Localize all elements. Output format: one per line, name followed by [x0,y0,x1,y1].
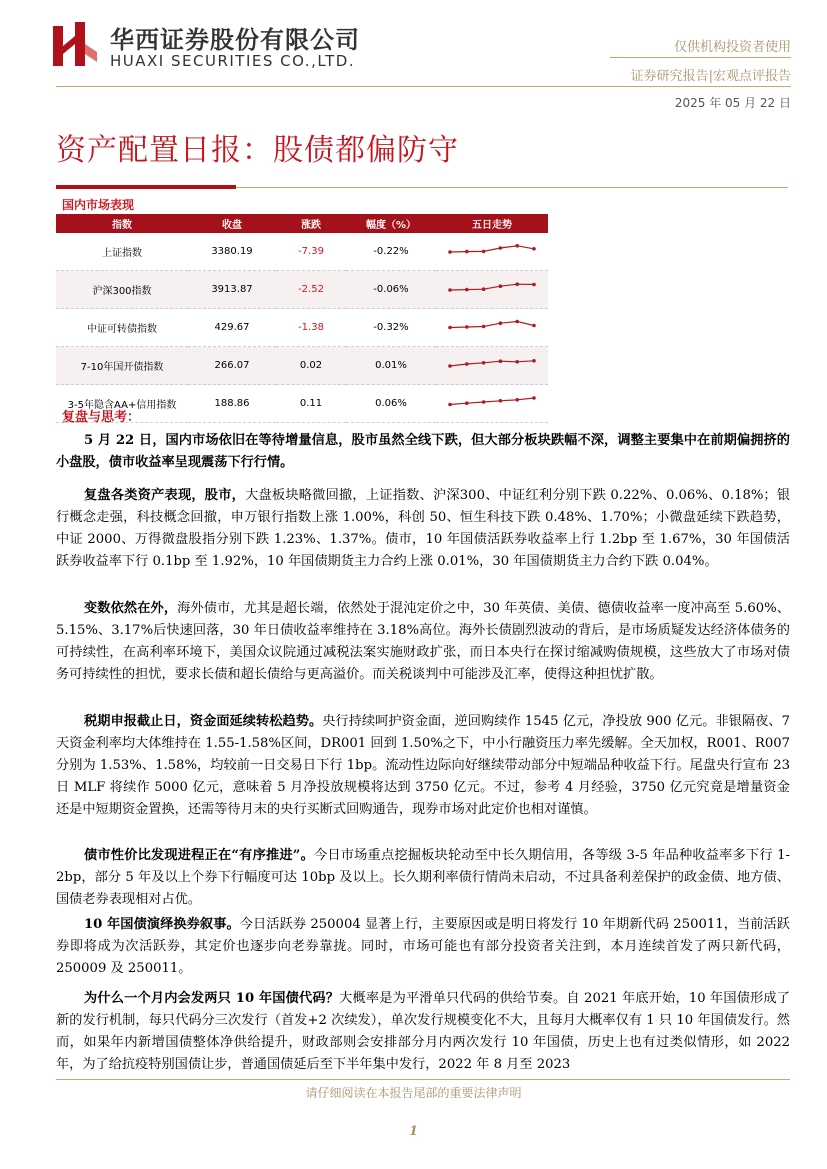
index-name: 沪深300指数 [56,271,188,309]
paragraph-text: 今日活跃券 250004 显著上行，主要原因或是明日将发行 10 年期新代码 250011，当前活跃券即将成为次活跃券，其定价也逐步向老券靠拢。同时，市场可能也有部分投资者关注到，本月连续首发了两只新代码，250009 及 250011。 [56,917,790,976]
paragraph-liquidity [56,711,790,821]
sparkline-point [465,325,469,329]
sparkline-point [532,283,536,287]
trend-cell [436,385,548,423]
sparkline-point [482,250,486,254]
sparkline-point [515,320,519,324]
sparkline-point [448,250,452,254]
paragraph-value-discovery [56,845,790,911]
sparkline-point [448,364,452,368]
sparkline-point [499,246,503,250]
index-pct: -0.32% [373,322,409,333]
sparkline-point [532,324,536,328]
paragraph-summary [56,430,790,474]
paragraph-lead: 税期申报截止日，资金面延续转松趋势。 [84,714,323,729]
index-close: 3913.87 [188,271,276,309]
sparkline [447,394,537,410]
index-change: -2.52 [276,271,346,309]
market-table [56,214,548,423]
sparkline-line [450,322,534,328]
index-pct: 0.06% [375,398,407,409]
sparkline-point [499,359,503,363]
index-close: 266.07 [188,347,276,385]
sparkline [447,242,537,258]
header-rule [56,86,791,87]
col-change: 涨跌 [276,214,346,233]
paragraph-overseas [56,598,790,686]
index-pct: -0.06% [346,271,436,309]
paragraph-lead: 变数依然在外， [84,601,178,616]
index-close: 188.86 [214,398,250,409]
sparkline-point [515,360,519,364]
sparkline-point [465,288,469,292]
paragraph-lead: 5 月 22 日，国内市场依旧在等待增量信息，股市虽然全线下跌，但大部分板块跌幅不深，调整主要集中在前期偏拥挤的小盘股，债市收益率呈现震荡下行行情。 [56,433,790,470]
sparkline-point [482,325,486,329]
sparkline-point [448,288,452,292]
sparkline-point [482,361,486,365]
sparkline-point [499,321,503,325]
sparkline [447,356,537,372]
page-title: 资产配置日报：股债都偏防守 [56,133,459,168]
col-pct: 幅度（%） [346,214,436,233]
index-name: 中证可转债指数 [87,324,157,335]
sparkline-point [465,362,469,366]
paragraph-issuance [56,988,790,1076]
trend-cell [436,309,548,347]
trend-cell [436,271,548,309]
sparkline [447,318,537,334]
index-close: 429.67 [214,322,250,333]
sparkline-point [515,282,519,286]
company-name-en: HUAXI SECURITIES CO.,LTD. [110,52,356,70]
footer-rule [56,1079,790,1080]
report-date: 2025 年 05 月 22 日 [674,96,791,110]
index-change: -7.39 [298,246,324,257]
sparkline [447,280,537,296]
paragraph-text: 大概率是为平滑单只代码的供给节奏。自 2021 年底开始，10 年国债形成了新的发行机制，每只代码分三次发行（首发+2 次续发），单次发行规模变化不大，且每月大概率仅有 1 只 10 年国债发行。然而，如果年内新增国债整体净供给提升，财政部则会安排部分月内两次发行 10 年国债，历史上也有过类似情形，如 2022 年，为了给抗疫特别国债让步，普通国债延后至下半年集中发行，2022 年 8 月至 2023 [56,991,790,1072]
sparkline-point [532,359,536,363]
trend-cell [436,347,548,385]
sparkline-line [450,246,534,252]
paragraph-text: 海外债市，尤其是超长端，依然处于混沌定价之中，30 年英债、美债、德债收益率一度冲高至 5.60%、5.15%、3.17%后快速回落，30 年日债收益率维持在 3.18%高位。海外长债剧烈波动的背后，是市场质疑发达经济体债务的可持续性，在高利率环境下，美国众议院通过减税法案实施财政扩张，而日本央行在探讨缩减购债规模，这些放大了市场对债务可持续性的担忧，要求长债和超长债给与更高溢价。而关税谈判中可能涉及汇率，使得这种担忧扩散。 [56,601,791,682]
col-index: 指数 [56,214,188,233]
col-trend: 五日走势 [436,214,548,233]
sparkline-line [450,361,534,366]
sparkline-point [465,401,469,405]
legal-disclaimer: 请仔细阅读在本报告尾部的重要法律声明 [305,1086,522,1100]
review-heading: 复盘与思考： [62,410,141,425]
sparkline-point [482,400,486,404]
paragraph-lead: 复盘各类资产表现，股市， [84,488,246,503]
index-name: 3-5年隐含AA+信用指数 [67,400,177,411]
table-row [56,233,548,271]
paragraph-text: 大盘板块略微回撤，上证指数、沪深300、中证红利分别下跌 0.22%、0.06%、0.18%；银行概念走强，科技概念回撤，申万银行指数上涨 1.00%，科创 50、恒生科技下跌 0.48%、1.70%；小微盘延续下跌趋势，中证 2000、万得微盘股指分别下跌 1.23%、1.37%。债市，10 年国债活跃券收益率上行 1.2bp 至 1.67%，30 年国债活跃券收益率下行 0.1bp 至 1.92%，10 年国债期货主力合约上涨 0.01%，30 年国债期货主力合约下跌 0.04%。 [56,488,791,569]
index-change: -1.38 [298,322,324,333]
sparkline-line [450,398,534,405]
sparkline-point [515,244,519,248]
sparkline-line [450,284,534,290]
sparkline-point [515,398,519,402]
paragraph-text: 央行持续呵护资金面，逆回购续作 1545 亿元，净投放 900 亿元。非银隔夜、7 天资金利率均大体维持在 1.55-1.58%区间，DR001 回到 1.50%之下，中小行融资压力率先缓解。全天加权，R001、R007 分别为 1.53%、1.58%，均较前一日交易日下行 1bp。流动性边际向好继续带动部分中短端品种收益下行。尾盘央行宣布 23 日 MLF 将续作 5000 亿元，意味着 5 月净投放规模将达到 3750 亿元。不过，参考 4 月经验，3750 亿元究竟是增量资金还是中短期资金置换，还需等待月末的央行买断式回购通告，现券市场对此定价也相对谨慎。 [56,714,790,817]
paragraph-text: 今日市场重点挖掘板块轮动至中长久期信用，各等级 3-5 年品种收益率多下行 1-2bp，部分 5 年及以上个券下行幅度可达 10bp 及以上。长久期利率债行情尚未启动，不过具备利差保护的政金债、地方债、国债老券表现相对占优。 [56,848,791,907]
sparkline-point [482,287,486,291]
sparkline-point [499,399,503,403]
page-number: 1 [408,1124,419,1139]
paragraph-lead: 10 年国债演绎换券叙事。 [84,917,240,932]
table-row [56,309,548,347]
huaxi-logo-icon [53,22,97,66]
sparkline-point [448,403,452,407]
sparkline-point [532,247,536,251]
sparkline-point [499,284,503,288]
title-accent-bar [56,185,236,189]
report-type: 证券研究报告|宏观点评报告 [630,69,791,84]
table-row [56,271,548,309]
table-row [56,347,548,385]
col-close: 收盘 [188,214,276,233]
index-pct: 0.01% [346,347,436,385]
paragraph-lead: 为什么一个月内会发两只 10 年国债代码？ [84,991,340,1006]
index-name: 上证指数 [102,248,142,259]
index-close: 3380.19 [211,246,253,257]
investor-notice: 仅供机构投资者使用 [673,40,791,55]
index-change: 0.11 [299,398,323,409]
paragraph-bond-switch [56,914,790,980]
company-name-cn: 华西证券股份有限公司 [110,26,360,54]
table-header-row [56,214,548,233]
title-rule [236,187,788,188]
index-pct: -0.22% [373,246,409,257]
sparkline-point [465,250,469,254]
market-section-heading: 国内市场表现 [62,198,135,212]
sparkline-point [448,326,452,330]
trend-cell [436,233,548,271]
header-divider [610,57,791,58]
sparkline-point [532,396,536,400]
paragraph-asset-review [56,485,790,573]
paragraph-lead: 债市性价比发现进程正在“有序推进”。 [84,848,314,863]
index-change: 0.02 [276,347,346,385]
index-name: 7-10年国开债指数 [56,347,188,385]
